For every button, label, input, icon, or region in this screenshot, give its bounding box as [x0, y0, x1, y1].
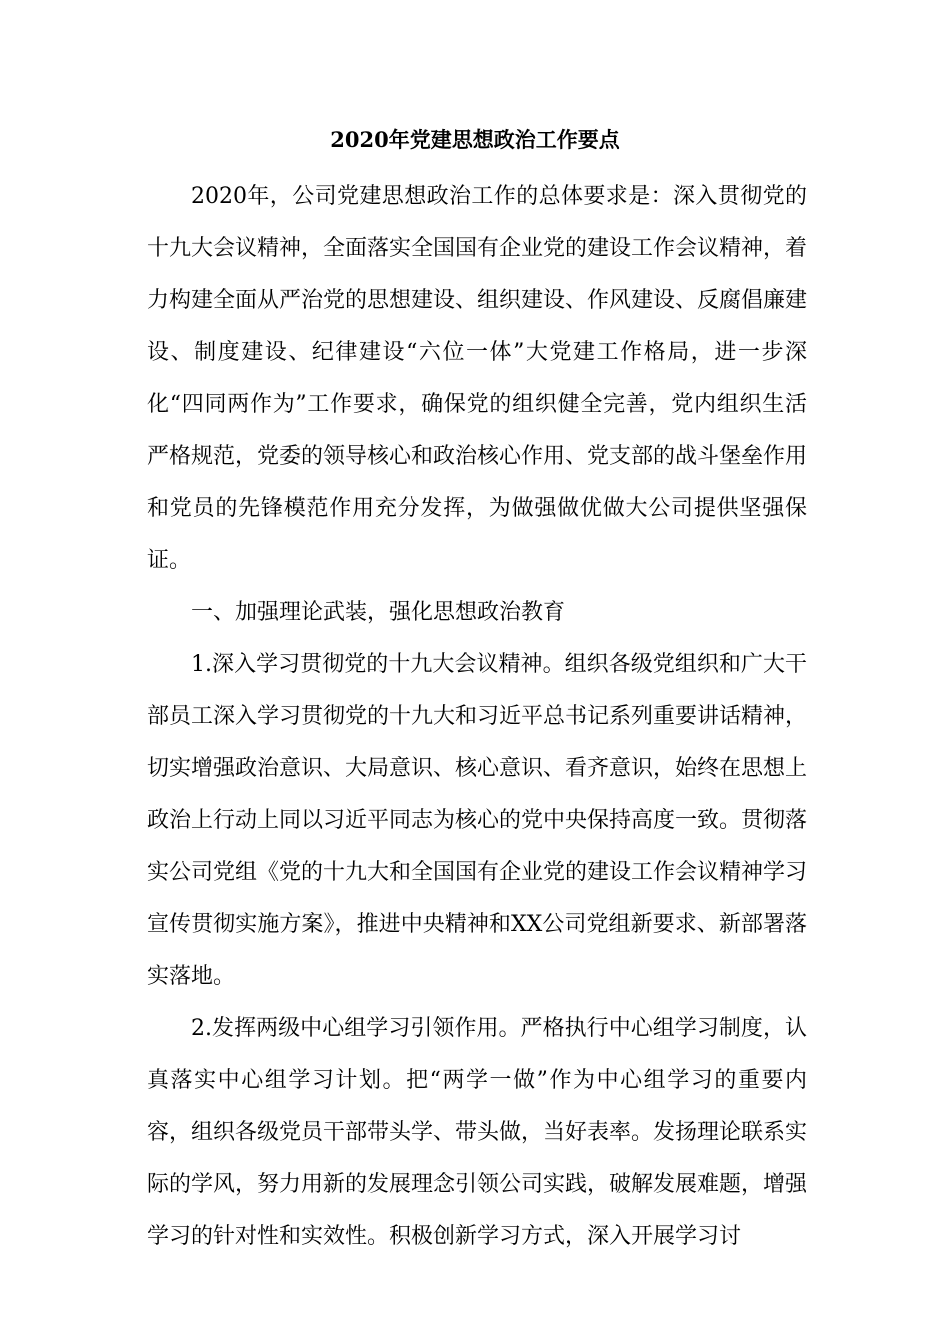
document-body — [147, 171, 807, 1263]
paragraph-item-1: 1.深入学习贯彻党的十九大会议精神。组织各级党组织和广大干部员工深入学习贯彻党的十九大和习近平总书记系列重要讲话精神，切实增强政治意识、大局意识、核心意识、看齐意识，始终在思想上政治上行动上同以习近平同志为核心的党中央保持高度一致。贯彻落实公司党组《党的十九大和全国国有企业党的建设工作会议精神学习宣传贯彻实施方案》，推进中央精神和XX公司党组新要求、新部署落实落地。 — [147, 652, 808, 989]
section-heading-1: 一、加强理论武装，强化思想政治教育 — [191, 600, 566, 625]
paragraph-overall-requirements: 2020年，公司党建思想政治工作的总体要求是：深入贯彻党的十九大会议精神，全面落实全国国有企业党的建设工作会议精神，着力构建全面从严治党的思想建设、组织建设、作风建设、反腐倡廉建设、制度建设、纪律建设“六位一体”大党建工作格局，进一步深化“四同两作为”工作要求，确保党的组织健全完善，党内组织生活严格规范，党委的领导核心和政治核心作用、党支部的战斗堡垒作用和党员的先锋模范作用充分发挥，为做强做优做大公司提供坚强保证。 — [147, 184, 808, 573]
paragraph-item-2: 2.发挥两级中心组学习引领作用。严格执行中心组学习制度，认真落实中心组学习计划。把“两学一做”作为中心组学习的重要内容，组织各级党员干部带头学、带头做，当好表率。发扬理论联系实际的学风，努力用新的发展理念引领公司实践，破解发展难题，增强学习的针对性和实效性。积极创新学习方式，深入开展学习讨 — [147, 1016, 808, 1249]
document-title: 2020年党建思想政治工作要点 — [330, 127, 620, 152]
